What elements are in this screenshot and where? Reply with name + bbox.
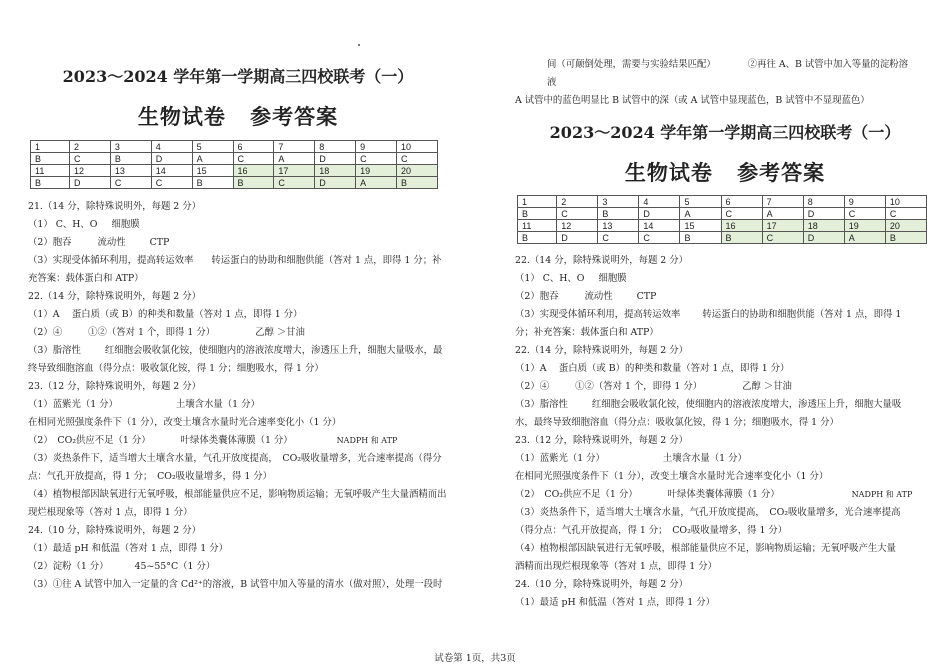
question-number-cell: 9: [356, 141, 397, 153]
q22-part3: （3）实现受体循环利用，提高转运效率 转运蛋白的协助和细胞供能（答对 1 点，即得 1: [515, 309, 902, 320]
question-number-cell: 4: [151, 141, 192, 153]
paper-title: [28, 101, 448, 131]
paper-title-answers: 参考答案: [737, 160, 826, 185]
question-number-cell: 9: [844, 196, 885, 208]
q24-part3-cont: 间（可颠倒处理，需要与实验结果匹配） ②再往 A、B 试管中加入等量的淀粉溶: [547, 59, 909, 70]
question-number-cell: 10: [885, 196, 926, 208]
answer-cell: B: [110, 153, 151, 165]
answer-cell: D: [70, 177, 111, 189]
answer-cell: B: [397, 177, 438, 189]
q23-header: 23.（12 分，除特殊说明外，每题 2 分）: [515, 435, 688, 446]
right-answers: [515, 252, 912, 612]
q22-part2: （2）胞吞 流动性 CTP: [515, 291, 657, 302]
answer-cell: C: [885, 208, 926, 220]
question-number-cell: 8: [315, 141, 356, 153]
q23-part2: （2） CO₂供应不足（1 分） 叶绿体类囊体薄膜（1 分） NADPH 和 ATP: [515, 489, 913, 500]
answer-cell: C: [844, 208, 885, 220]
q23-part3-cont: （得分点：气孔开放提高，得 1 分； CO₂吸收量增多，得 1 分）: [515, 525, 788, 536]
q21-part3-cont: 充答案：载体蛋白和 ATP）: [28, 273, 144, 284]
question-number-cell: 14: [639, 220, 680, 232]
q22-part3-cont: 分；补充答案：载体蛋白和 ATP）: [515, 327, 659, 338]
answer-cell: A: [356, 177, 397, 189]
answer-cell: B: [233, 177, 274, 189]
answer-cell: B: [721, 232, 762, 244]
question-number-cell: 7: [274, 141, 315, 153]
answer-key-row: [518, 220, 927, 232]
answer-cell: C: [274, 177, 315, 189]
answer-cell: B: [680, 232, 721, 244]
answer-cell: C: [233, 153, 274, 165]
q24-header: 24.（10 分，除特殊说明外，每题 2 分）: [28, 525, 201, 536]
answer-cell: C: [70, 153, 111, 165]
page-footer: 试卷第 1页，共3页: [434, 653, 516, 664]
answer-cell: A: [762, 208, 803, 220]
answer-cell: C: [397, 153, 438, 165]
question-number-cell: 8: [803, 196, 844, 208]
exam-title-repeat: 2023～2024 学年第一学期高三四校联考（一）: [549, 123, 901, 142]
q23-part4-cont: 现烂根现象等（答对 1 点，即得 1 分）: [28, 507, 193, 518]
question-number-cell: 1: [518, 196, 557, 208]
answer-cell: C: [721, 208, 762, 220]
q24-part1: （1）最适 pH 和低温（答对 1 点，即得 1 分）: [515, 597, 715, 608]
question-number-cell: 19: [844, 220, 885, 232]
answer-cell: B: [518, 232, 557, 244]
question-number-cell: 19: [356, 165, 397, 177]
q21-part3: （3）实现受体循环利用，提高转运效率 转运蛋白的协助和细胞供能（答对 1 点，即得 1 分；补: [28, 255, 442, 266]
q22-header: 22.（14 分，除特殊说明外，每题 2 分）: [28, 291, 201, 302]
page-dot: [358, 44, 360, 46]
question-number-cell: 6: [233, 141, 274, 153]
answer-cell: B: [518, 208, 557, 220]
q24-part3-result: A 试管中的蓝色明显比 B 试管中的深（或 A 试管中显现蓝色，B 试管中不显现蓝色）: [515, 95, 870, 106]
answer-cell: D: [557, 232, 598, 244]
q22-part1: （1）A 蛋白质（或 B）的种类和数量（答对 1 点，即得 1 分）: [28, 309, 303, 320]
answer-cell: C: [356, 153, 397, 165]
question-number-cell: 4: [639, 196, 680, 208]
q23-part4: （4）植物根部因缺氧进行无氧呼吸，根部能量供应不足，影响物质运输；无氧呼吸产生大量酒精而出: [28, 489, 447, 500]
question-number-cell: 17: [762, 220, 803, 232]
q23-part3: （3）炎热条件下，适当增大土壤含水量，气孔开放度提高， CO₂吸收量增多，光合速率提高（得分: [28, 453, 442, 464]
exam-title: 2023～2024 学年第一学期高三四校联考（一）: [62, 67, 414, 86]
question-number-cell: 15: [680, 220, 721, 232]
q22-part3-cont: 终导致细胞溶血（得分点：吸收氯化铵，得 1 分；细胞吸水，得 1 分）: [28, 363, 324, 374]
q22b-part3: （3）脂溶性 红细胞会吸收氯化铵，使细胞内的溶液浓度增大，渗透压上升，细胞大量吸: [515, 399, 902, 410]
question-number-cell: 18: [803, 220, 844, 232]
answer-cell: C: [110, 177, 151, 189]
answer-cell: C: [598, 232, 639, 244]
question-number-cell: 18: [315, 165, 356, 177]
question-number-cell: 12: [557, 220, 598, 232]
question-number-cell: 17: [274, 165, 315, 177]
question-number-cell: 15: [192, 165, 233, 177]
answer-cell: D: [803, 232, 844, 244]
question-number-cell: 7: [762, 196, 803, 208]
q21-part1: （1） C、H、O 细胞膜: [28, 219, 140, 230]
paper-title-subject: 生物试卷: [624, 160, 713, 185]
question-number-cell: 2: [70, 141, 111, 153]
answer-key-row: [518, 196, 927, 208]
q23-part3: （3）炎热条件下，适当增大土壤含水量，气孔开放度提高， CO₂吸收量增多，光合速率提高: [515, 507, 901, 518]
answer-key-row: [518, 232, 927, 244]
answer-key-table-repeat: [517, 195, 927, 244]
question-number-cell: 20: [397, 165, 438, 177]
answer-cell: B: [885, 232, 926, 244]
q22-part1: （1） C、H、O 细胞膜: [515, 273, 627, 284]
paper-title-answers: 参考答案: [250, 104, 339, 129]
answer-cell: B: [31, 177, 70, 189]
answer-cell: A: [844, 232, 885, 244]
answer-cell: D: [151, 153, 192, 165]
answer-cell: C: [151, 177, 192, 189]
q24-part2: （2）淀粉（1 分） 45~55°C（1 分）: [28, 561, 216, 572]
q23-part2: （2） CO₂供应不足（1 分） 叶绿体类囊体薄膜（1 分） NADPH 和 ATP: [28, 435, 398, 446]
question-number-cell: 13: [598, 220, 639, 232]
question-number-cell: 10: [397, 141, 438, 153]
question-number-cell: 13: [110, 165, 151, 177]
question-number-cell: 5: [192, 141, 233, 153]
question-number-cell: 2: [557, 196, 598, 208]
question-number-cell: 6: [721, 196, 762, 208]
q23-part1-cont: 在相同光照强度条件下（1 分），改变土壤含水量时光合速率变化小（1 分）: [515, 471, 829, 482]
answer-cell: D: [315, 177, 356, 189]
question-number-cell: 11: [518, 220, 557, 232]
q23-part1: （1）蓝紫光（1 分） 土壤含水量（1 分）: [515, 453, 747, 464]
answer-key-row: [31, 165, 438, 177]
question-number-cell: 20: [885, 220, 926, 232]
q23-part3-cont: 点：气孔开放提高，得 1 分； CO₂吸收量增多，得 1 分）: [28, 471, 273, 482]
q23-part4: （4）植物根部因缺氧进行无氧呼吸，根部能量供应不足，影响物质运输；无氧呼吸产生大量: [515, 543, 896, 554]
answer-cell: B: [31, 153, 70, 165]
q24-header: 24.（10 分，除特殊说明外，每题 2 分）: [515, 579, 688, 590]
q22-part3: （3）脂溶性 红细胞会吸收氯化铵，使细胞内的溶液浓度增大，渗透压上升，细胞大量吸水，最: [28, 345, 443, 356]
right-continuation: [515, 56, 908, 110]
q22b-part1: （1）A 蛋白质（或 B）的种类和数量（答对 1 点，即得 1 分）: [515, 363, 790, 374]
question-number-cell: 3: [110, 141, 151, 153]
answer-cell: D: [315, 153, 356, 165]
paper-title-repeat: [515, 157, 935, 187]
q21-header: 21.（14 分，除特殊说明外，每题 2 分）: [28, 201, 201, 212]
left-answers: [28, 198, 446, 594]
answer-key-row: [518, 208, 927, 220]
answer-key-row: [31, 153, 438, 165]
q23-part1: （1）蓝紫光（1 分） 土壤含水量（1 分）: [28, 399, 260, 410]
q22b-part2: （2）④ ①②（答对 1 个，即得 1 分） 乙醇 ＞甘油: [515, 381, 792, 392]
answer-key-row: [31, 141, 438, 153]
question-number-cell: 16: [233, 165, 274, 177]
q22-header: 22.（14 分，除特殊说明外，每题 2 分）: [515, 255, 688, 266]
paper-title-subject: 生物试卷: [137, 104, 226, 129]
q24-part1: （1）最适 pH 和低温（答对 1 点，即得 1 分）: [28, 543, 228, 554]
answer-key-row: [31, 177, 438, 189]
question-number-cell: 1: [31, 141, 70, 153]
q22-part2: （2）④ ①②（答对 1 个，即得 1 分） 乙醇 ＞甘油: [28, 327, 305, 338]
answer-cell: D: [639, 208, 680, 220]
answer-cell: A: [680, 208, 721, 220]
answer-cell: C: [762, 232, 803, 244]
question-number-cell: 14: [151, 165, 192, 177]
answer-cell: B: [598, 208, 639, 220]
question-number-cell: 5: [680, 196, 721, 208]
q24-part3: （3）①往 A 试管中加入一定量的含 Cd²⁺的溶液，B 试管中加入等量的清水（做对照），处理一段时: [28, 579, 443, 590]
answer-cell: C: [639, 232, 680, 244]
question-number-cell: 12: [70, 165, 111, 177]
q22b-part3-cont: 水，最终导致细胞溶血（得分点：吸收氯化铵，得 1 分；细胞吸水，得 1 分）: [515, 417, 839, 428]
q23-part4-cont: 酒精而出现烂根现象等（答对 1 点，即得 1 分）: [515, 561, 717, 572]
answer-cell: C: [557, 208, 598, 220]
question-number-cell: 11: [31, 165, 70, 177]
answer-cell: B: [192, 177, 233, 189]
answer-cell: D: [803, 208, 844, 220]
question-number-cell: 16: [721, 220, 762, 232]
answer-cell: A: [274, 153, 315, 165]
q23-part1-cont: 在相同光照强度条件下（1 分），改变土壤含水量时光合速率变化小（1 分）: [28, 417, 342, 428]
answer-cell: A: [192, 153, 233, 165]
q23-header: 23.（12 分，除特殊说明外，每题 2 分）: [28, 381, 201, 392]
answer-key-table: [30, 140, 438, 189]
q22b-header: 22.（14 分，除特殊说明外，每题 2 分）: [515, 345, 688, 356]
q24-part3-cont2: 液: [547, 77, 557, 88]
q21-part2: （2）胞吞 流动性 CTP: [28, 237, 170, 248]
question-number-cell: 3: [598, 196, 639, 208]
